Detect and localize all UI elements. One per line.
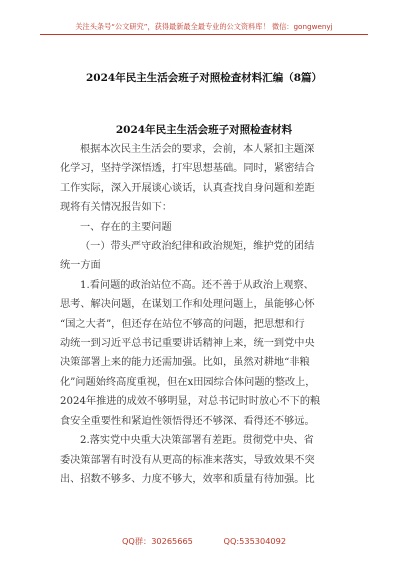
paragraph-line: “国之大者”，但还存在站位不够高的问题，把思想和行	[60, 318, 305, 330]
paragraph-line: 工作实际，深入开展谈心谈话，认真查找自身问题和差距	[60, 182, 315, 194]
paragraph-line: 化”问题始终高度重视，但在x田园综合体问题的整改上，	[60, 376, 316, 388]
header-divider	[40, 34, 368, 35]
footer-qq-number: QQ:535304092	[223, 536, 287, 546]
subheading-line: （一）带头严守政治纪律和政治规矩，维护党的团结	[80, 241, 315, 253]
heading-line: 一、存在的主要问题	[80, 221, 172, 233]
document-body	[60, 140, 356, 489]
document-title: 2024年民主生活会班子对照检查材料汇编（8篇）	[85, 72, 323, 84]
paragraph-line: 根据本次民主生活会的要求，会前，本人紧扣主题深	[80, 144, 315, 155]
paragraph-line: 2.落实党中央重大决策部署有差距。贯彻党中央、省	[80, 435, 314, 447]
paragraph-line: 食安全重要性和紧迫性领悟得还不够深、看得还不够远。	[60, 415, 315, 427]
paragraph-line: 现将有关情况报告如下：	[60, 202, 173, 214]
paragraph-line: 思考、解决问题，在谋划工作和处理问题上，虽能够心怀	[60, 299, 315, 311]
header-banner: 关注头条号“公文研究”，获得最新最全最专业的公文资料库！ 微信：gongwenyj	[75, 22, 333, 31]
paragraph-line: 委决策部署有时没有从更高的标准来落实，导致效果不突	[60, 454, 315, 466]
paragraph-line: 1.看问题的政治站位不高。还不善于从政治上观察、	[80, 279, 314, 291]
footer-qq-group: QQ群：30265665	[121, 536, 193, 546]
paragraph-line: 化学习，坚持学深悟透，打牢思想基础。同时，紧密结合	[60, 163, 315, 175]
paragraph-line: 动统一到习近平总书记重要讲话精神上来，统一到党中央	[60, 338, 315, 350]
subheading-line: 统一方面	[60, 260, 101, 272]
paragraph-line: 2024年推进的成效不够明显，对总书记时时放心不下的粮	[60, 396, 321, 408]
footer-contact	[0, 536, 408, 547]
paragraph-line: 出、招数不够多、力度不够大，效率和质量有待加强。比	[60, 473, 315, 485]
paragraph-line: 决策部署上来的能力还需加强。比如，虽然对耕地“非粮	[60, 357, 310, 369]
section-title: 2024年民主生活会班子对照检查材料	[115, 124, 293, 136]
